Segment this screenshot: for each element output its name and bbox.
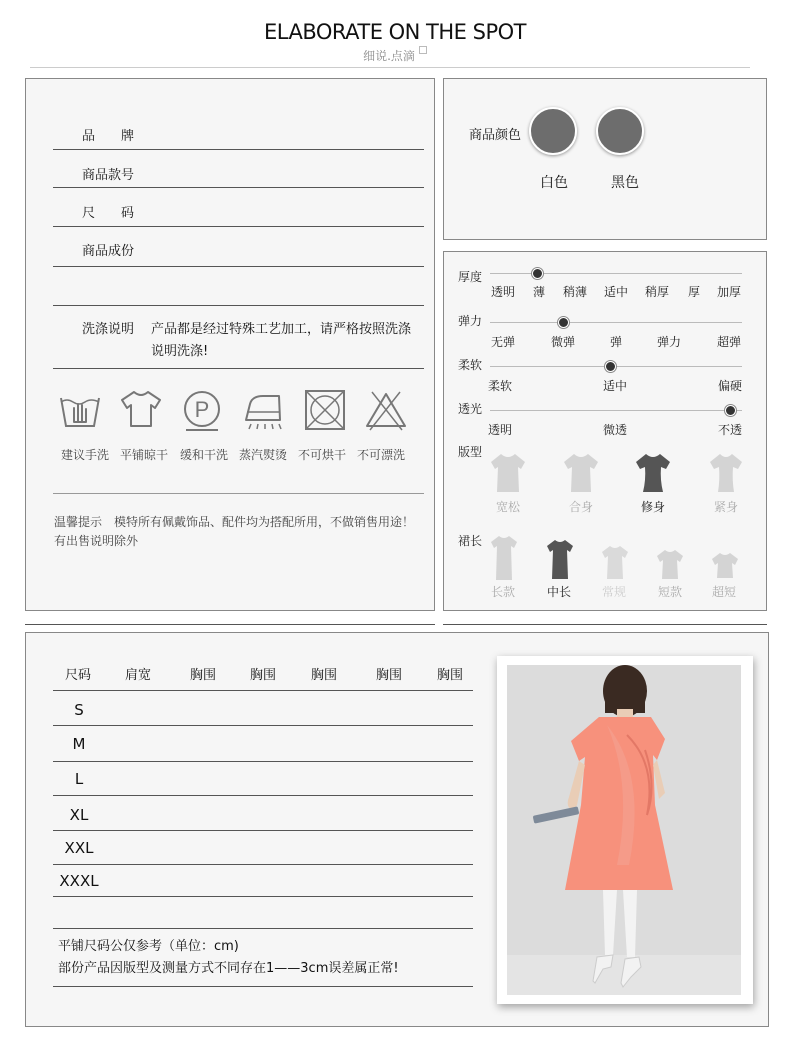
color-swatch-white[interactable] (529, 107, 577, 155)
thickness-option: 稍厚 (644, 285, 670, 299)
thickness-knob[interactable] (532, 268, 543, 279)
size-cell: XL (69, 806, 89, 824)
elasticity-track (490, 322, 742, 323)
fit-option: 紧身 (713, 500, 739, 514)
brand-label: 品 牌 (82, 129, 135, 144)
table-header: 肩宽 (124, 668, 152, 683)
fit-option: 宽松 (495, 500, 521, 514)
size-cell: M (72, 735, 86, 753)
midi-length-icon (545, 539, 575, 581)
elasticity-knob[interactable] (558, 317, 569, 328)
hand-wash-icon (58, 388, 102, 432)
divider (53, 226, 424, 227)
table-divider (53, 864, 473, 865)
transparency-track (490, 410, 742, 411)
dry-clean-icon (180, 388, 224, 432)
flat-dry-icon (119, 388, 163, 432)
slim-fit-shirt-icon (634, 452, 672, 494)
notice-text-2: 有出售说明除外 (54, 534, 139, 548)
care-label: 蒸汽熨烫 (238, 448, 287, 462)
table-divider (53, 896, 473, 897)
no-bleach-icon (364, 388, 408, 432)
long-length-icon (489, 535, 519, 581)
softness-track (490, 366, 742, 367)
fit-option: 合身 (568, 500, 594, 514)
size-label: 尺 码 (82, 206, 135, 221)
length-option: 常规 (601, 585, 627, 599)
ultra-short-length-icon (710, 552, 740, 580)
elasticity-title: 弹力 (458, 314, 483, 328)
short-length-icon (655, 549, 685, 581)
wash-label: 洗涤说明 (82, 322, 135, 337)
elasticity-option: 弹 (609, 335, 623, 349)
thickness-option: 适中 (603, 285, 629, 299)
color-panel (443, 78, 767, 240)
table-divider (53, 986, 473, 987)
length-option: 超短 (711, 585, 737, 599)
composition-label: 商品成份 (82, 244, 135, 259)
table-divider (53, 928, 473, 929)
length-option: 长款 (490, 585, 516, 599)
table-header: 胸围 (310, 668, 338, 683)
table-divider (53, 795, 473, 796)
size-cell: L (74, 770, 84, 788)
softness-knob[interactable] (605, 361, 616, 372)
divider (53, 368, 424, 369)
wash-text: 产品都是经过特殊工艺加工，请严格按照洗涤 (151, 322, 412, 337)
elasticity-option: 弹力 (656, 335, 682, 349)
svg-text:P: P (194, 397, 210, 422)
transparency-option: 不透 (717, 423, 743, 437)
divider (53, 149, 424, 150)
plus-icon (419, 46, 427, 54)
elasticity-option: 无弹 (490, 335, 516, 349)
elasticity-option: 超弹 (716, 335, 742, 349)
product-photo (507, 665, 741, 995)
care-label: 建议手洗 (60, 448, 109, 462)
divider (53, 266, 424, 267)
section-divider (443, 624, 767, 625)
table-header: 胸围 (436, 668, 464, 683)
transparency-knob[interactable] (725, 405, 736, 416)
table-divider (53, 725, 473, 726)
regular-length-icon (600, 545, 630, 581)
size-cell: S (74, 701, 84, 719)
table-header: 胸围 (189, 668, 217, 683)
header-divider (30, 67, 750, 68)
size-note: 平铺尺码公仅参考（单位：cm) (58, 939, 239, 954)
softness-title: 柔软 (458, 358, 483, 372)
fit-option: 修身 (640, 500, 666, 514)
thickness-option: 透明 (490, 285, 516, 299)
length-title: 裙长 (458, 534, 483, 548)
thickness-option: 加厚 (716, 285, 742, 299)
notice-text: 温馨提示 模特所有佩戴饰品、配件均为搭配所用，不做销售用途！ (54, 515, 415, 529)
transparency-option: 微透 (602, 423, 628, 437)
divider (53, 187, 424, 188)
care-label: 不可烘干 (297, 448, 346, 462)
no-tumble-dry-icon (303, 388, 347, 432)
softness-option: 柔软 (487, 379, 513, 393)
table-header: 尺码 (64, 668, 92, 683)
tight-fit-shirt-icon (707, 452, 745, 494)
page-title: ELABORATE ON THE SPOT (264, 20, 526, 44)
transparency-title: 透光 (458, 402, 483, 416)
care-label: 缓和干洗 (179, 448, 228, 462)
color-name: 白色 (540, 175, 568, 191)
care-label: 平铺晾干 (119, 448, 168, 462)
regular-fit-shirt-icon (562, 452, 600, 494)
table-divider (53, 761, 473, 762)
transparency-option: 透明 (487, 423, 513, 437)
thickness-title: 厚度 (458, 270, 483, 284)
length-option: 短款 (657, 585, 683, 599)
size-cell: XXL (64, 839, 94, 857)
table-header: 胸围 (249, 668, 277, 683)
thickness-option: 厚 (687, 285, 701, 299)
thickness-track (490, 273, 742, 274)
length-option: 中长 (546, 585, 572, 599)
softness-option: 偏硬 (717, 379, 743, 393)
size-note-2: 部份产品因版型及测量方式不同存在1——3cm误差属正常! (58, 961, 399, 976)
color-name: 黑色 (611, 175, 639, 191)
table-header: 胸围 (375, 668, 403, 683)
care-label: 不可漂洗 (356, 448, 405, 462)
divider (53, 305, 424, 306)
loose-fit-shirt-icon (489, 452, 527, 494)
wash-text-2: 说明洗涤! (151, 344, 209, 359)
model-label: 商品款号 (82, 168, 135, 183)
table-divider (53, 830, 473, 831)
softness-option: 适中 (602, 379, 628, 393)
color-swatch-black[interactable] (596, 107, 644, 155)
thickness-option: 薄 (532, 285, 546, 299)
section-divider (25, 624, 435, 625)
size-cell: XXXL (59, 872, 99, 890)
page-subtitle: 细说.点滴 (0, 46, 790, 64)
color-label: 商品颜色 (469, 128, 522, 143)
fit-title: 版型 (458, 445, 483, 459)
table-divider (53, 690, 473, 691)
steam-iron-icon (241, 388, 285, 432)
thickness-option: 稍薄 (562, 285, 588, 299)
divider (53, 493, 424, 494)
elasticity-option: 微弹 (550, 335, 576, 349)
